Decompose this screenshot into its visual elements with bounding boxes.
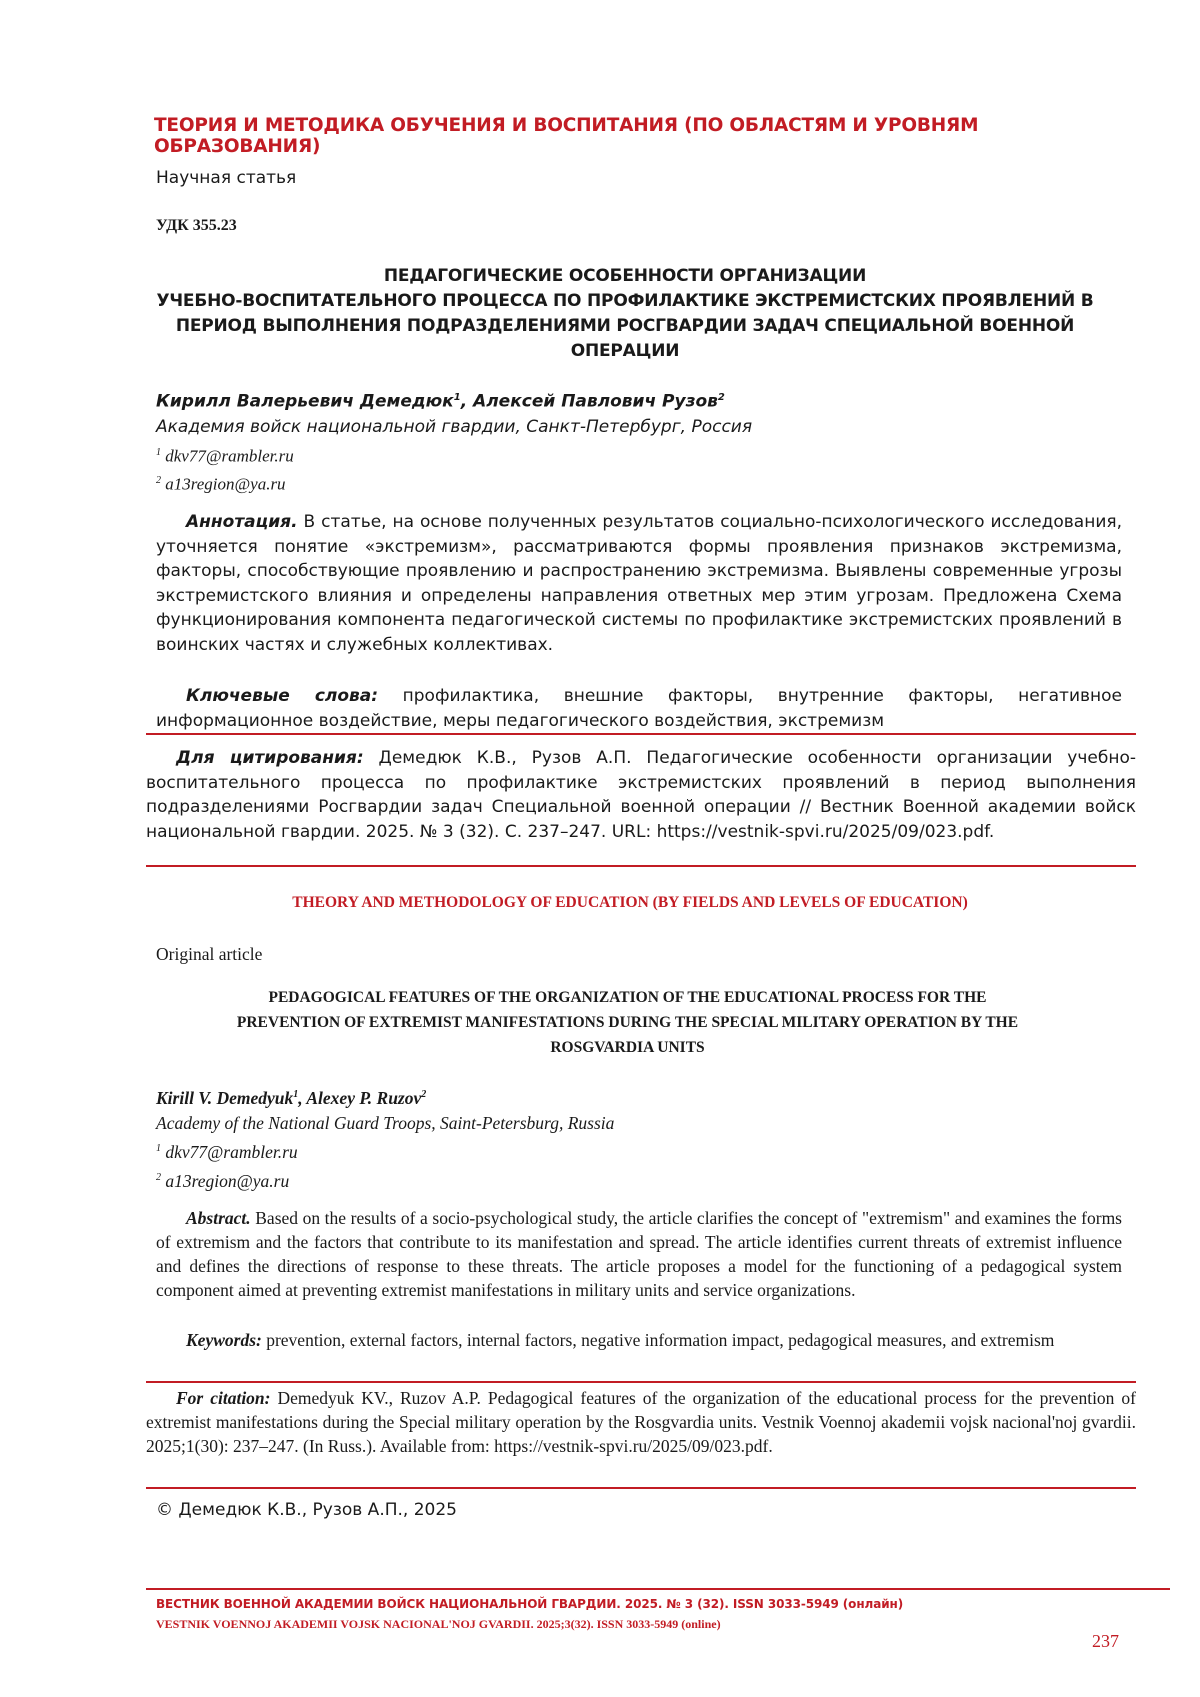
footer-rule [146, 1588, 1170, 1590]
title-line: ПЕРИОД ВЫПОЛНЕНИЯ ПОДРАЗДЕЛЕНИЯМИ РОСГВАРДИИ ЗАДАЧ СПЕЦИАЛЬНОЙ ВОЕННОЙ [175, 316, 1075, 336]
abstract-en [156, 1206, 1122, 1302]
title-line: PEDAGOGICAL FEATURES OF THE ORGANIZATION OF THE EDUCATIONAL PROCESS FOR THE [268, 989, 987, 1006]
authors-block-en [156, 1082, 1056, 1193]
author-index: 2 [421, 1089, 427, 1100]
title-line: PREVENTION OF EXTREMIST MANIFESTATIONS DURING THE SPECIAL MILITARY OPERATION BY THE [236, 1014, 1019, 1031]
divider-rule [146, 733, 1136, 735]
author-index: 2 [717, 392, 725, 403]
citation-ru [146, 746, 1136, 844]
keywords-label: Keywords: [186, 1330, 262, 1350]
abstract-label: Аннотация. [186, 512, 298, 532]
title-line: ОПЕРАЦИИ [570, 341, 680, 361]
title-line: ПЕДАГОГИЧЕСКИЕ ОСОБЕННОСТИ ОРГАНИЗАЦИИ [383, 266, 867, 286]
title-line: УЧЕБНО-ВОСПИТАТЕЛЬНОГО ПРОЦЕССА ПО ПРОФИЛАКТИКЕ ЭКСТРЕМИСТСКИХ ПРОЯВЛЕНИЙ В [156, 291, 1094, 311]
citation-label: Для цитирования: [176, 748, 364, 768]
email-link[interactable]: a13region@ya.ru [161, 474, 286, 494]
email-index: 1 [156, 446, 161, 458]
divider-rule [146, 1381, 1136, 1383]
email-index: 1 [156, 1142, 161, 1154]
email-link[interactable]: dkv77@rambler.ru [161, 446, 294, 466]
udk: УДК 355.23 [156, 217, 237, 234]
abstract-text: В статье, на основе полученных результатов социально-психологического исследования, уточняется понятие «экстремизм», рассматриваются формы проявления признаков экстремизма, факторы, способствующие проявлению и распространению экстремизма. Выявлены современные угрозы экстремистского влияния и определены направления ответных мер этим угрозам. Предложена Схема функционирования компонента педагогической системы по профилактике экстремистских проявлений в воинских частях и служебных коллективах. [156, 512, 1122, 655]
divider-rule [146, 865, 1136, 867]
email-link[interactable]: dkv77@rambler.ru [161, 1141, 298, 1162]
article-type-en: Original article [156, 944, 263, 964]
affiliation: Academy of the National Guard Troops, Saint-Petersburg, Russia [156, 1112, 615, 1133]
email-index: 2 [156, 475, 161, 487]
keywords-en [156, 1328, 1122, 1352]
email-line [156, 1165, 1056, 1194]
citation-text: Demedyuk KV., Ruzov A.P. Pedagogical features of the organization of the educational process for the prevention of extremist manifestations during the Special military operation by the Rosgvardia units. Vestnik Voennoj akademii vojsk nacional'noj gvardii. 2025;1(30): 237–247. (In Russ.). Available from: https://vestnik-spvi.ru/2025/09/023.pdf. [146, 1388, 1136, 1456]
page-number: 237 [1092, 1631, 1119, 1651]
article-title-en [150, 985, 1105, 1060]
keywords-ru [156, 684, 1122, 733]
abstract-ru [156, 510, 1122, 657]
footer-journal-en: VESTNIK VOENNOJ AKADEMII VOJSK NACIONAL'NOJ GVARDII. 2025;3(32). ISSN 3033-5949 (online) [156, 1617, 721, 1631]
article-type-ru: Научная статья [156, 168, 297, 188]
divider-rule [146, 1487, 1136, 1489]
email-index: 2 [156, 1171, 161, 1183]
email-link[interactable]: a13region@ya.ru [161, 1170, 290, 1191]
email-line [156, 440, 1056, 469]
citation-en [146, 1386, 1136, 1458]
abstract-label: Abstract. [186, 1208, 251, 1228]
article-title-ru [150, 264, 1100, 364]
email-line [156, 468, 1056, 497]
rubric-en: THEORY AND METHODOLOGY OF EDUCATION (BY FIELDS AND LEVELS OF EDUCATION) [292, 894, 968, 911]
keywords-text: профилактика, внешние факторы, внутренние факторы, негативное информационное воздействие, меры педагогического воздействия, экстремизм [156, 686, 1122, 731]
keywords-text: prevention, external factors, internal factors, negative information impact, pedagogical measures, and extremism [261, 1330, 1055, 1350]
keywords-label: Ключевые слова: [186, 686, 379, 706]
citation-text: Демедюк К.В., Рузов А.П. Педагогические особенности организации учебно-воспитательного процесса по профилактике экстремистских проявлений в период выполнения подразделениями Росгвардии задач Специальной военной операции // Вестник Военной академии войск национальной гвардии. 2025. № 3 (32). С. 237–247. URL: https://vestnik-spvi.ru/2025/09/023.pdf. [146, 748, 1137, 842]
author-index: 1 [453, 392, 461, 403]
authors-block-ru [156, 385, 1056, 497]
author-name: Kirill V. Demedyuk [156, 1087, 294, 1108]
author-names [156, 385, 1056, 415]
email-line [156, 1136, 1056, 1165]
footer-journal-ru: ВЕСТНИК ВОЕННОЙ АКАДЕМИИ ВОЙСК НАЦИОНАЛЬНОЙ ГВАРДИИ. 2025. № 3 (32). ISSN 3033-5949 (онлайн) [156, 1597, 904, 1611]
author-name: Кирилл Валерьевич Демедюк [156, 391, 454, 412]
citation-label: For citation: [176, 1388, 271, 1408]
author-separator: , [298, 1087, 307, 1108]
author-names [156, 1082, 1056, 1111]
author-name: Алексей Павлович Рузов [473, 391, 718, 412]
copyright: © Демедюк К.В., Рузов А.П., 2025 [156, 1500, 457, 1520]
author-name: Alexey P. Ruzov [306, 1087, 422, 1108]
author-index: 1 [293, 1089, 299, 1100]
title-line: ROSGVARDIA UNITS [550, 1039, 705, 1056]
rubric-ru: ТЕОРИЯ И МЕТОДИКА ОБУЧЕНИЯ И ВОСПИТАНИЯ (ПО ОБЛАСТЯМ И УРОВНЯМ ОБРАЗОВАНИЯ) [154, 115, 979, 157]
abstract-text: Based on the results of a socio-psychological study, the article clarifies the concept of "extremism" and examines the forms of extremism and the factors that contribute to its manifestation and spread. The article identifies current threats of extremist influence and defines the directions of response to these threats. The article proposes a model for the functioning of a pedagogical system component aimed at preventing extremist manifestations in military units and service organizations. [156, 1208, 1122, 1300]
author-separator: , [460, 391, 474, 412]
affiliation: Академия войск национальной гвардии, Санкт-Петербург, Россия [156, 416, 753, 437]
